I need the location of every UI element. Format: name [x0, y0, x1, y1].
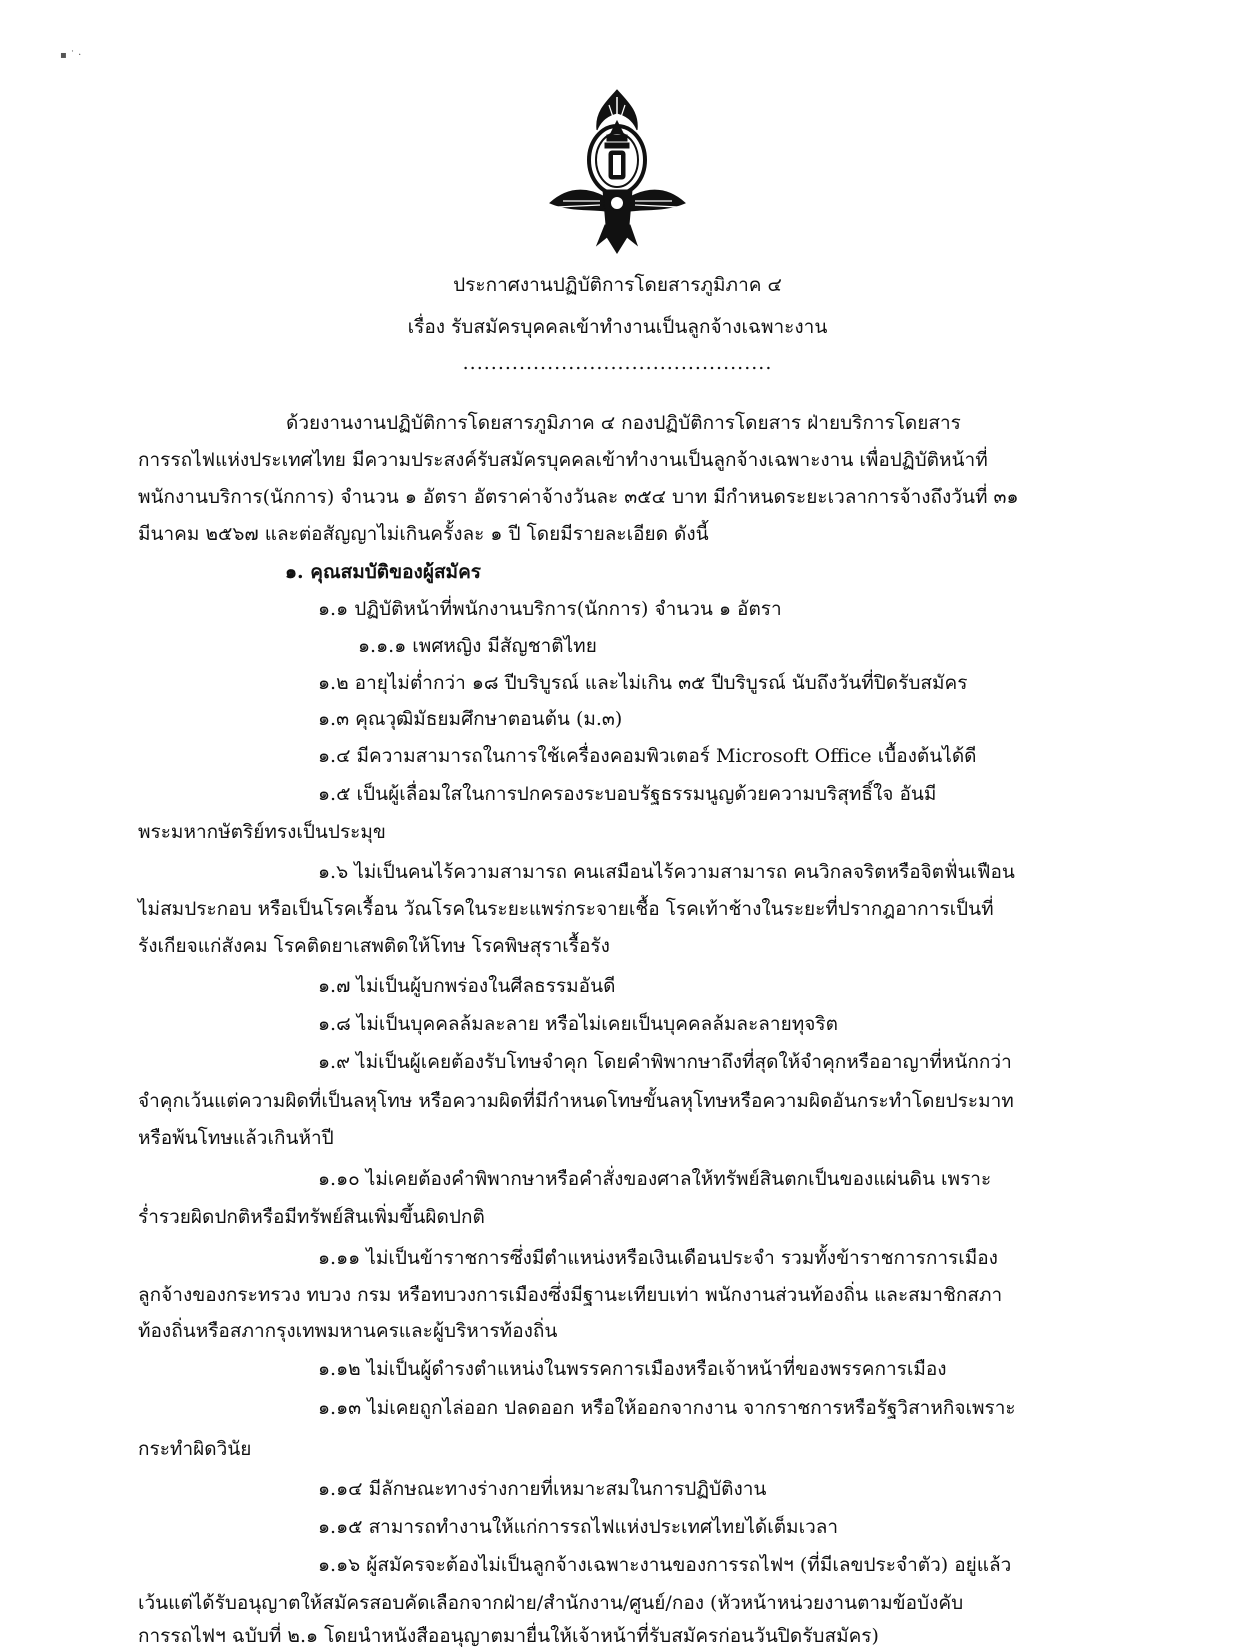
qualification-line: ๑.๑.๑ เพศหญิง มีสัญชาติไทย: [358, 635, 597, 657]
intro-line: พนักงานบริการ(นักการ) จำนวน ๑ อัตรา อัตราค่าจ้างวันละ ๓๕๔ บาท มีกำหนดระยะเวลาการจ้างถึงวันที่ ๓๑: [138, 486, 1019, 508]
qualification-line: ๑.๑๓ ไม่เคยถูกไล่ออก ปลดออก หรือให้ออกจากงาน จากราชการหรือรัฐวิสาหกิจเพราะ: [318, 1397, 1016, 1419]
title-divider: ............................................: [462, 352, 773, 374]
qualification-line: ๑.๑๔ มีลักษณะทางร่างกายที่เหมาะสมในการปฏิบัติงาน: [318, 1478, 767, 1500]
qualification-line: ๑.๕ เป็นผู้เลื่อมใสในการปกครองระบอบรัฐธรรมนูญด้วยความบริสุทธิ์ใจ อันมี: [318, 783, 937, 805]
qualification-line: ๑.๑๑ ไม่เป็นข้าราชการซึ่งมีตำแหน่งหรือเงินเดือนประจำ รวมทั้งข้าราชการการเมือง: [318, 1247, 998, 1269]
qualification-line: พระมหากษัตริย์ทรงเป็นประมุข: [138, 821, 386, 843]
announcement-subject: เรื่อง รับสมัครบุคคลเข้าทำงานเป็นลูกจ้างเฉพาะงาน: [407, 316, 828, 338]
qualification-line: ลูกจ้างของกระทรวง ทบวง กรม หรือทบวงการเมืองซึ่งมีฐานะเทียบเท่า พนักงานส่วนท้องถิ่น และสมาชิกสภา: [138, 1284, 1003, 1306]
qualification-line: ๑.๗ ไม่เป็นผู้บกพร่องในศีลธรรมอันดี: [318, 975, 616, 997]
qualification-line: ๑.๖ ไม่เป็นคนไร้ความสามารถ คนเสมือนไร้ความสามารถ คนวิกลจริตหรือจิตฟั่นเฟือน: [318, 861, 1015, 883]
qualification-line: การรถไฟฯ ฉบับที่ ๒.๑ โดยนำหนังสืออนุญาตมายื่นให้เจ้าหน้าที่รับสมัครก่อนวันปิดรับสมัคร): [138, 1625, 879, 1647]
srt-emblem-icon: [545, 85, 690, 260]
qualification-line: ๑.๑๐ ไม่เคยต้องคำพิพากษาหรือคำสั่งของศาลให้ทรัพย์สินตกเป็นของแผ่นดิน เพราะ: [318, 1168, 992, 1190]
intro-line: ด้วยงานงานปฏิบัติการโดยสารภูมิภาค ๔ กองปฏิบัติการโดยสาร ฝ่ายบริการโดยสาร: [286, 412, 961, 434]
qualification-line: ร่ำรวยผิดปกติหรือมีทรัพย์สินเพิ่มขึ้นผิดปกติ: [138, 1206, 485, 1228]
qualification-line: ๑.๑๖ ผู้สมัครจะต้องไม่เป็นลูกจ้างเฉพาะงานของการรถไฟฯ (ที่มีเลขประจำตัว) อยู่แล้ว: [318, 1554, 1012, 1576]
section-heading: ๑. คุณสมบัติของผู้สมัคร: [285, 561, 481, 583]
qualification-line: กระทำผิดวินัย: [138, 1438, 252, 1460]
qualification-line: ๑.๑๕ สามารถทำงานให้แก่การรถไฟแห่งประเทศไทยได้เต็มเวลา: [318, 1516, 839, 1538]
qualification-line: หรือพ้นโทษแล้วเกินห้าปี: [138, 1127, 334, 1149]
qualification-line: ไม่สมประกอบ หรือเป็นโรคเรื้อน วัณโรคในระยะแพร่กระจายเชื้อ โรคเท้าช้างในระยะที่ปรากฎอาการเป็นที่: [138, 898, 994, 920]
qualification-line: จำคุกเว้นแต่ความผิดที่เป็นลหุโทษ หรือความผิดที่มีกำหนดโทษขั้นลหุโทษหรือความผิดอันกระทำโดยประมาท: [138, 1090, 1014, 1112]
qualification-line: ๑.๙ ไม่เป็นผู้เคยต้องรับโทษจำคุก โดยคำพิพากษาถึงที่สุดให้จำคุกหรืออาญาที่หนักกว่า: [318, 1051, 1012, 1073]
qualification-line: ๑.๓ คุณวุฒิมัธยมศึกษาตอนต้น (ม.๓): [318, 708, 623, 730]
qualification-line: ๑.๔ มีความสามารถในการใช้เครื่องคอมพิวเตอร์ Microsoft Office เบื้องต้นได้ดี: [318, 745, 977, 767]
announcement-title: ประกาศงานปฏิบัติการโดยสารภูมิภาค ๔: [453, 274, 782, 296]
qualification-line: เว้นแต่ได้รับอนุญาตให้สมัครสอบคัดเลือกจากฝ่าย/สำนักงาน/ศูนย์/กอง (หัวหน้าหน่วยงานตามข้อบังคับ: [138, 1592, 964, 1614]
scan-specks: ▪ ˙ ·: [60, 50, 82, 61]
intro-line: มีนาคม ๒๕๖๗ และต่อสัญญาไม่เกินครั้งละ ๑ ปี โดยมีรายละเอียด ดังนี้: [138, 523, 709, 545]
qualification-line: ๑.๒ อายุไม่ต่ำกว่า ๑๘ ปีบริบูรณ์ และไม่เกิน ๓๕ ปีบริบูรณ์ นับถึงวันที่ปิดรับสมัคร: [318, 672, 968, 694]
qualification-line: ท้องถิ่นหรือสภากรุงเทพมหานครและผู้บริหารท้องถิ่น: [138, 1320, 558, 1342]
qualification-line: ๑.๑ ปฏิบัติหน้าที่พนักงานบริการ(นักการ) จำนวน ๑ อัตรา: [318, 598, 782, 620]
qualification-line: รังเกียจแก่สังคม โรคติดยาเสพติดให้โทษ โรคพิษสุราเรื้อรัง: [138, 935, 610, 957]
intro-line: การรถไฟแห่งประเทศไทย มีความประสงค์รับสมัครบุคคลเข้าทำงานเป็นลูกจ้างเฉพาะงาน เพื่อปฏิบัติหน้าที่: [138, 449, 988, 471]
qualification-line: ๑.๘ ไม่เป็นบุคคลล้มละลาย หรือไม่เคยเป็นบุคคลล้มละลายทุจริต: [318, 1013, 838, 1035]
qualification-line: ๑.๑๒ ไม่เป็นผู้ดำรงตำแหน่งในพรรคการเมืองหรือเจ้าหน้าที่ของพรรคการเมือง: [318, 1358, 947, 1380]
